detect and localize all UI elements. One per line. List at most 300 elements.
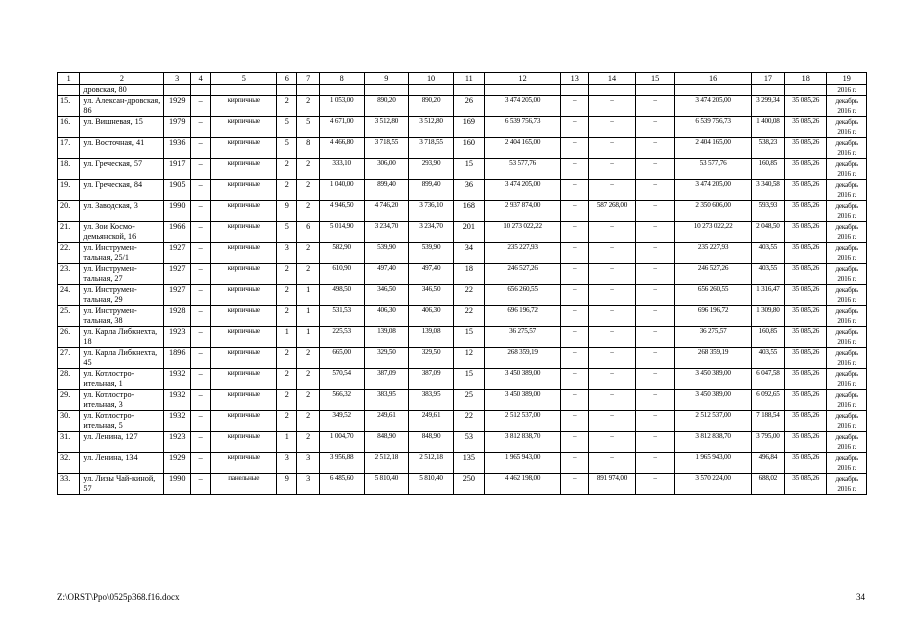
year-overhaul-cell: – — [191, 390, 211, 411]
area-residential-cell: 329,50 — [409, 348, 454, 369]
wall-material-cell: кирпичные — [211, 432, 277, 453]
cost-owners-cell: 3 474 205,00 — [675, 180, 752, 201]
year-overhaul-cell: – — [191, 432, 211, 453]
area-total-premises-cell: 2 512,18 — [364, 453, 409, 474]
cost-fund-cell: – — [561, 264, 589, 285]
wall-material-cell: кирпичные — [211, 96, 277, 117]
address-cell: ул. Инструмен-тальная, 29 — [80, 285, 164, 306]
row-number-cell: 19. — [58, 180, 80, 201]
floors-cell: 5 — [277, 222, 297, 243]
table-cell — [784, 85, 827, 96]
year-overhaul-cell: – — [191, 474, 211, 495]
wall-material-cell: панельные — [211, 474, 277, 495]
residents-cell: 160 — [453, 138, 484, 159]
area-residential-cell: 539,90 — [409, 243, 454, 264]
area-residential-cell: 899,40 — [409, 180, 454, 201]
column-number: 13 — [561, 73, 589, 85]
column-number: 6 — [277, 73, 297, 85]
table-row — [58, 411, 867, 432]
table-row — [58, 243, 867, 264]
year-built-cell: 1979 — [164, 117, 191, 138]
wall-material-cell: кирпичные — [211, 327, 277, 348]
cost-local-budget-cell: – — [635, 201, 674, 222]
cost-fund-cell: – — [561, 138, 589, 159]
year-built-cell: 1990 — [164, 474, 191, 495]
area-total-premises-cell: 3 234,70 — [364, 222, 409, 243]
year-overhaul-cell: – — [191, 411, 211, 432]
cost-per-sqm-cell: 403,55 — [751, 348, 784, 369]
area-residential-cell: 383,95 — [409, 390, 454, 411]
residents-cell: 12 — [453, 348, 484, 369]
floors-cell: 3 — [277, 243, 297, 264]
completion-date-cell: декабрь 2016 г. — [827, 348, 867, 369]
area-total-premises-cell: 497,40 — [364, 264, 409, 285]
row-number-cell: 29. — [58, 390, 80, 411]
year-built-cell: 1929 — [164, 96, 191, 117]
cost-local-budget-cell: – — [635, 474, 674, 495]
cost-fund-cell: – — [561, 117, 589, 138]
residents-cell: 135 — [453, 453, 484, 474]
year-built-cell: 1932 — [164, 369, 191, 390]
table-cell — [409, 85, 454, 96]
wall-material-cell: кирпичные — [211, 138, 277, 159]
column-number: 2 — [80, 73, 164, 85]
residents-cell: 250 — [453, 474, 484, 495]
cost-fund-cell: – — [561, 180, 589, 201]
residents-cell: 15 — [453, 327, 484, 348]
completion-date-cell: декабрь 2016 г. — [827, 243, 867, 264]
floors-cell: 2 — [277, 348, 297, 369]
cost-owners-cell: 3 474 205,00 — [675, 96, 752, 117]
floors-cell: 5 — [277, 138, 297, 159]
total-cost-cell: 2 404 165,00 — [484, 138, 561, 159]
date-cell: 2016 г. — [827, 85, 867, 96]
cost-owners-cell: 2 512 537,00 — [675, 411, 752, 432]
cost-fund-cell: – — [561, 306, 589, 327]
total-cost-cell: 268 359,19 — [484, 348, 561, 369]
address-cell: ул. Инструмен-тальная, 27 — [80, 264, 164, 285]
total-cost-cell: 2 937 874,00 — [484, 201, 561, 222]
year-built-cell: 1917 — [164, 159, 191, 180]
cost-local-budget-cell: – — [635, 180, 674, 201]
column-number: 9 — [364, 73, 409, 85]
cost-per-sqm-cell: 1 309,80 — [751, 306, 784, 327]
completion-date-cell: декабрь 2016 г. — [827, 159, 867, 180]
row-number-cell: 15. — [58, 96, 80, 117]
cost-regional-budget-cell: 587 268,00 — [589, 201, 636, 222]
cost-fund-cell: – — [561, 369, 589, 390]
address-cell: ул. Котлостро-ительная, 3 — [80, 390, 164, 411]
cost-fund-cell: – — [561, 222, 589, 243]
table-cell — [675, 85, 752, 96]
address-cell: ул. Ленина, 127 — [80, 432, 164, 453]
floors-cell: 2 — [277, 180, 297, 201]
year-built-cell: 1928 — [164, 306, 191, 327]
column-number-header — [58, 73, 867, 85]
completion-date-cell: декабрь 2016 г. — [827, 285, 867, 306]
year-overhaul-cell: – — [191, 96, 211, 117]
cost-regional-budget-cell: – — [589, 306, 636, 327]
table-row — [58, 222, 867, 243]
floors-cell: 3 — [277, 453, 297, 474]
area-residential-cell: 406,30 — [409, 306, 454, 327]
residents-cell: 25 — [453, 390, 484, 411]
cost-local-budget-cell: – — [635, 264, 674, 285]
row-number-cell: 17. — [58, 138, 80, 159]
residents-cell: 22 — [453, 306, 484, 327]
entrances-cell: 3 — [297, 453, 319, 474]
area-total-premises-cell: 329,50 — [364, 348, 409, 369]
row-number-cell: 24. — [58, 285, 80, 306]
table-cell — [484, 85, 561, 96]
column-number: 14 — [589, 73, 636, 85]
cost-per-sqm-cell: 1 316,47 — [751, 285, 784, 306]
page-number: 34 — [856, 592, 865, 602]
max-cost-per-sqm-cell: 35 085,26 — [784, 285, 827, 306]
cost-owners-cell: 3 450 389,00 — [675, 369, 752, 390]
cost-per-sqm-cell: 160,85 — [751, 159, 784, 180]
cost-regional-budget-cell: – — [589, 222, 636, 243]
wall-material-cell: кирпичные — [211, 264, 277, 285]
cost-regional-budget-cell: – — [589, 96, 636, 117]
entrances-cell: 5 — [297, 117, 319, 138]
area-total-premises-cell: 383,95 — [364, 390, 409, 411]
year-overhaul-cell: – — [191, 264, 211, 285]
address-cell: ул. Вишневая, 15 — [80, 117, 164, 138]
cost-per-sqm-cell: 160,85 — [751, 327, 784, 348]
total-area-cell: 665,00 — [319, 348, 364, 369]
wall-material-cell: кирпичные — [211, 411, 277, 432]
cost-local-budget-cell: – — [635, 159, 674, 180]
floors-cell: 1 — [277, 327, 297, 348]
row-number-cell: 25. — [58, 306, 80, 327]
address-cell: ул. Греческая, 84 — [80, 180, 164, 201]
total-cost-cell: 1 965 943,00 — [484, 453, 561, 474]
completion-date-cell: декабрь 2016 г. — [827, 264, 867, 285]
residents-cell: 15 — [453, 159, 484, 180]
cost-per-sqm-cell: 7 188,54 — [751, 411, 784, 432]
floors-cell: 2 — [277, 411, 297, 432]
wall-material-cell: кирпичные — [211, 348, 277, 369]
cost-fund-cell: – — [561, 474, 589, 495]
table-cell — [191, 85, 211, 96]
wall-material-cell: кирпичные — [211, 285, 277, 306]
area-residential-cell: 3 736,10 — [409, 201, 454, 222]
file-path: Z:\ORST\Ppo\0525p368.f16.docx — [57, 592, 180, 602]
table-cell — [751, 85, 784, 96]
column-number: 1 — [58, 73, 80, 85]
wall-material-cell: кирпичные — [211, 453, 277, 474]
year-built-cell: 1936 — [164, 138, 191, 159]
floors-cell: 2 — [277, 369, 297, 390]
address-cell: ул. Инструмен-тальная, 25/1 — [80, 243, 164, 264]
completion-date-cell: декабрь 2016 г. — [827, 327, 867, 348]
cost-fund-cell: – — [561, 411, 589, 432]
area-residential-cell: 5 810,40 — [409, 474, 454, 495]
cost-owners-cell: 1 965 943,00 — [675, 453, 752, 474]
entrances-cell: 2 — [297, 348, 319, 369]
cost-fund-cell: – — [561, 390, 589, 411]
address-cell: ул. Котлостро-ительная, 5 — [80, 411, 164, 432]
total-cost-cell: 3 474 205,00 — [484, 180, 561, 201]
address-cell: ул. Котлостро-ительная, 1 — [80, 369, 164, 390]
area-total-premises-cell: 306,00 — [364, 159, 409, 180]
entrances-cell: 2 — [297, 369, 319, 390]
cost-regional-budget-cell: – — [589, 348, 636, 369]
column-number: 15 — [635, 73, 674, 85]
total-cost-cell: 235 227,93 — [484, 243, 561, 264]
table-row — [58, 117, 867, 138]
address-cell: ул. Инструмен-тальная, 38 — [80, 306, 164, 327]
total-area-cell: 570,54 — [319, 369, 364, 390]
area-residential-cell: 139,08 — [409, 327, 454, 348]
cost-per-sqm-cell: 1 400,08 — [751, 117, 784, 138]
floors-cell: 9 — [277, 201, 297, 222]
max-cost-per-sqm-cell: 35 085,26 — [784, 453, 827, 474]
total-area-cell: 349,52 — [319, 411, 364, 432]
wall-material-cell: кирпичные — [211, 306, 277, 327]
entrances-cell: 2 — [297, 411, 319, 432]
year-built-cell: 1905 — [164, 180, 191, 201]
table-cell — [58, 85, 80, 96]
cost-per-sqm-cell: 688,02 — [751, 474, 784, 495]
table-row — [58, 369, 867, 390]
max-cost-per-sqm-cell: 35 085,26 — [784, 369, 827, 390]
cost-local-budget-cell: – — [635, 222, 674, 243]
table-row — [58, 348, 867, 369]
year-overhaul-cell: – — [191, 348, 211, 369]
cost-local-budget-cell: – — [635, 453, 674, 474]
cost-per-sqm-cell: 3 795,00 — [751, 432, 784, 453]
completion-date-cell: декабрь 2016 г. — [827, 453, 867, 474]
cost-owners-cell: 2 350 606,00 — [675, 201, 752, 222]
cost-per-sqm-cell: 6 092,65 — [751, 390, 784, 411]
area-residential-cell: 293,90 — [409, 159, 454, 180]
cost-per-sqm-cell: 403,55 — [751, 243, 784, 264]
row-number-cell: 27. — [58, 348, 80, 369]
max-cost-per-sqm-cell: 35 085,26 — [784, 264, 827, 285]
address-cell: ул. Зои Космо-демьянской, 16 — [80, 222, 164, 243]
area-total-premises-cell: 346,50 — [364, 285, 409, 306]
area-residential-cell: 890,20 — [409, 96, 454, 117]
completion-date-cell: декабрь 2016 г. — [827, 222, 867, 243]
wall-material-cell: кирпичные — [211, 390, 277, 411]
year-built-cell: 1929 — [164, 453, 191, 474]
row-number-cell: 32. — [58, 453, 80, 474]
column-number: 16 — [675, 73, 752, 85]
total-cost-cell: 10 273 022,22 — [484, 222, 561, 243]
column-number: 7 — [297, 73, 319, 85]
total-area-cell: 4 466,80 — [319, 138, 364, 159]
area-residential-cell: 387,09 — [409, 369, 454, 390]
completion-date-cell: декабрь 2016 г. — [827, 96, 867, 117]
completion-date-cell: декабрь 2016 г. — [827, 180, 867, 201]
total-cost-cell: 4 462 198,00 — [484, 474, 561, 495]
completion-date-cell: декабрь 2016 г. — [827, 369, 867, 390]
year-overhaul-cell: – — [191, 285, 211, 306]
max-cost-per-sqm-cell: 35 085,26 — [784, 96, 827, 117]
floors-cell: 5 — [277, 117, 297, 138]
cost-owners-cell: 696 196,72 — [675, 306, 752, 327]
cost-per-sqm-cell: 6 047,58 — [751, 369, 784, 390]
area-residential-cell: 3 718,55 — [409, 138, 454, 159]
cost-per-sqm-cell: 538,23 — [751, 138, 784, 159]
row-number-cell: 16. — [58, 117, 80, 138]
address-cell: ул. Заводская, 3 — [80, 201, 164, 222]
cost-owners-cell: 268 359,19 — [675, 348, 752, 369]
floors-cell: 2 — [277, 159, 297, 180]
total-area-cell: 531,53 — [319, 306, 364, 327]
year-overhaul-cell: – — [191, 306, 211, 327]
table-row — [58, 474, 867, 495]
area-residential-cell: 848,90 — [409, 432, 454, 453]
cost-local-budget-cell: – — [635, 285, 674, 306]
cost-local-budget-cell: – — [635, 348, 674, 369]
floors-cell: 2 — [277, 390, 297, 411]
cost-fund-cell: – — [561, 453, 589, 474]
max-cost-per-sqm-cell: 35 085,26 — [784, 306, 827, 327]
total-cost-cell: 2 512 537,00 — [484, 411, 561, 432]
total-area-cell: 1 053,00 — [319, 96, 364, 117]
entrances-cell: 2 — [297, 390, 319, 411]
residents-cell: 169 — [453, 117, 484, 138]
cost-regional-budget-cell: – — [589, 453, 636, 474]
area-total-premises-cell: 387,09 — [364, 369, 409, 390]
wall-material-cell: кирпичные — [211, 201, 277, 222]
max-cost-per-sqm-cell: 35 085,26 — [784, 390, 827, 411]
entrances-cell: 1 — [297, 327, 319, 348]
row-number-cell: 22. — [58, 243, 80, 264]
area-total-premises-cell: 406,30 — [364, 306, 409, 327]
residents-cell: 18 — [453, 264, 484, 285]
cost-owners-cell: 3 450 389,00 — [675, 390, 752, 411]
entrances-cell: 2 — [297, 180, 319, 201]
total-cost-cell: 656 260,55 — [484, 285, 561, 306]
area-residential-cell: 3 512,80 — [409, 117, 454, 138]
address-cell: ул. Карла Либкнехта, 18 — [80, 327, 164, 348]
year-overhaul-cell: – — [191, 201, 211, 222]
residents-cell: 201 — [453, 222, 484, 243]
entrances-cell: 2 — [297, 243, 319, 264]
max-cost-per-sqm-cell: 35 085,26 — [784, 222, 827, 243]
max-cost-per-sqm-cell: 35 085,26 — [784, 432, 827, 453]
residents-cell: 22 — [453, 411, 484, 432]
entrances-cell: 8 — [297, 138, 319, 159]
address-cell: ул. Греческая, 57 — [80, 159, 164, 180]
area-total-premises-cell: 539,90 — [364, 243, 409, 264]
cost-local-budget-cell: – — [635, 390, 674, 411]
cost-local-budget-cell: – — [635, 411, 674, 432]
cost-local-budget-cell: – — [635, 369, 674, 390]
cost-local-budget-cell: – — [635, 138, 674, 159]
residents-cell: 34 — [453, 243, 484, 264]
cost-local-budget-cell: – — [635, 306, 674, 327]
table-row — [58, 285, 867, 306]
max-cost-per-sqm-cell: 35 085,26 — [784, 117, 827, 138]
table-cell — [453, 85, 484, 96]
column-number: 3 — [164, 73, 191, 85]
year-overhaul-cell: – — [191, 243, 211, 264]
entrances-cell: 2 — [297, 264, 319, 285]
cost-fund-cell: – — [561, 159, 589, 180]
completion-date-cell: декабрь 2016 г. — [827, 432, 867, 453]
cost-local-budget-cell: – — [635, 327, 674, 348]
address-cell: дровская, 80 — [80, 85, 164, 96]
cost-regional-budget-cell: – — [589, 390, 636, 411]
column-number: 5 — [211, 73, 277, 85]
table-cell — [211, 85, 277, 96]
area-total-premises-cell: 139,08 — [364, 327, 409, 348]
cost-per-sqm-cell: 3 340,58 — [751, 180, 784, 201]
total-area-cell: 4 671,00 — [319, 117, 364, 138]
area-residential-cell: 3 234,70 — [409, 222, 454, 243]
floors-cell: 2 — [277, 96, 297, 117]
max-cost-per-sqm-cell: 35 085,26 — [784, 138, 827, 159]
residents-cell: 15 — [453, 369, 484, 390]
cost-regional-budget-cell: – — [589, 264, 636, 285]
total-cost-cell: 3 474 205,00 — [484, 96, 561, 117]
table-cell — [297, 85, 319, 96]
row-number-cell: 23. — [58, 264, 80, 285]
address-cell: ул. Лизы Чай-киной, 57 — [80, 474, 164, 495]
cost-owners-cell: 53 577,76 — [675, 159, 752, 180]
wall-material-cell: кирпичные — [211, 222, 277, 243]
row-number-cell: 30. — [58, 411, 80, 432]
cost-fund-cell: – — [561, 327, 589, 348]
wall-material-cell: кирпичные — [211, 159, 277, 180]
row-number-cell: 21. — [58, 222, 80, 243]
entrances-cell: 2 — [297, 96, 319, 117]
area-total-premises-cell: 3 512,80 — [364, 117, 409, 138]
table-row — [58, 390, 867, 411]
total-area-cell: 333,10 — [319, 159, 364, 180]
cost-per-sqm-cell: 3 299,34 — [751, 96, 784, 117]
cost-owners-cell: 36 275,57 — [675, 327, 752, 348]
entrances-cell: 1 — [297, 285, 319, 306]
completion-date-cell: декабрь 2016 г. — [827, 306, 867, 327]
entrances-cell: 3 — [297, 474, 319, 495]
cost-local-budget-cell: – — [635, 432, 674, 453]
cost-fund-cell: – — [561, 243, 589, 264]
completion-date-cell: декабрь 2016 г. — [827, 138, 867, 159]
area-residential-cell: 497,40 — [409, 264, 454, 285]
table-row — [58, 138, 867, 159]
year-overhaul-cell: – — [191, 369, 211, 390]
table-row — [58, 453, 867, 474]
column-number: 11 — [453, 73, 484, 85]
year-built-cell: 1923 — [164, 327, 191, 348]
residents-cell: 26 — [453, 96, 484, 117]
year-built-cell: 1932 — [164, 411, 191, 432]
floors-cell: 2 — [277, 285, 297, 306]
address-cell: ул. Алексан-дровская, 86 — [80, 96, 164, 117]
floors-cell: 2 — [277, 306, 297, 327]
max-cost-per-sqm-cell: 35 085,26 — [784, 411, 827, 432]
total-area-cell: 4 946,50 — [319, 201, 364, 222]
year-built-cell: 1927 — [164, 243, 191, 264]
entrances-cell: 1 — [297, 306, 319, 327]
cost-regional-budget-cell: – — [589, 327, 636, 348]
floors-cell: 2 — [277, 264, 297, 285]
table-row — [58, 432, 867, 453]
cost-local-budget-cell: – — [635, 96, 674, 117]
total-area-cell: 3 956,88 — [319, 453, 364, 474]
cost-per-sqm-cell: 593,93 — [751, 201, 784, 222]
wall-material-cell: кирпичные — [211, 243, 277, 264]
table-cell — [319, 85, 364, 96]
entrances-cell: 2 — [297, 159, 319, 180]
year-overhaul-cell: – — [191, 117, 211, 138]
